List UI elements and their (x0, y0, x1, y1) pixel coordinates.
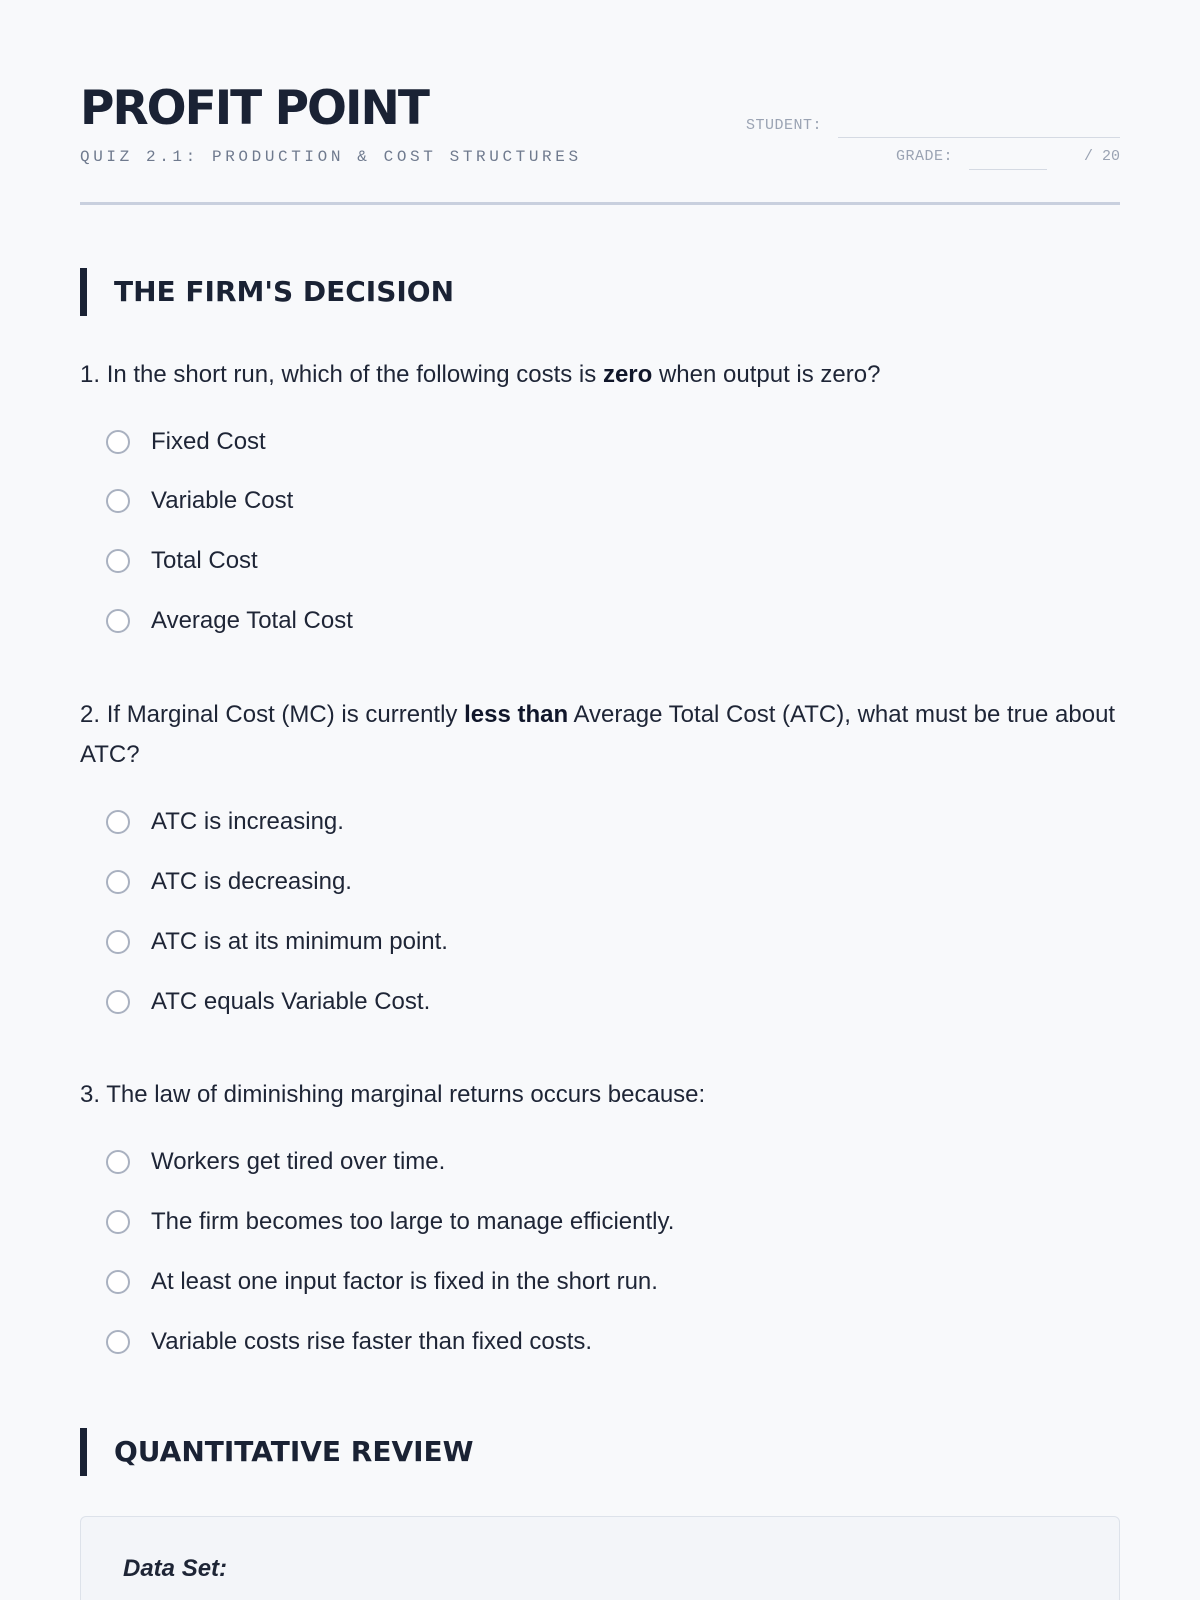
quiz-header (80, 0, 1120, 205)
question-text: The law of diminishing marginal returns occurs because: (106, 1081, 706, 1108)
data-set-label: Data Set: (123, 1555, 228, 1582)
question-emphasis: less than (464, 701, 569, 728)
student-name-field[interactable] (838, 137, 1120, 138)
radio-button-empty-icon[interactable] (106, 609, 130, 633)
student-label: STUDENT: (746, 117, 823, 134)
radio-button-empty-icon[interactable] (106, 870, 130, 894)
grade-total: / 20 (1083, 148, 1120, 165)
option-label: Fixed Cost (151, 428, 266, 455)
option-label: The firm becomes too large to manage efficiently. (151, 1208, 675, 1235)
question-emphasis: zero (602, 361, 653, 388)
q3-option-c[interactable] (106, 1262, 658, 1302)
radio-button-empty-icon[interactable] (106, 549, 130, 573)
question-2 (80, 695, 1120, 775)
question-3 (80, 1075, 1120, 1115)
option-label: Average Total Cost (151, 607, 353, 634)
q3-option-d[interactable] (106, 1322, 592, 1362)
option-label: Total Cost (151, 547, 258, 574)
option-label: ATC is decreasing. (151, 868, 352, 895)
radio-button-empty-icon[interactable] (106, 990, 130, 1014)
radio-button-empty-icon[interactable] (106, 489, 130, 513)
radio-button-empty-icon[interactable] (106, 1150, 130, 1174)
q2-option-d[interactable] (106, 982, 430, 1022)
q3-option-b[interactable] (106, 1202, 674, 1242)
grade-field[interactable] (969, 169, 1047, 170)
q1-option-d[interactable] (106, 601, 353, 641)
question-text: If Marginal Cost (MC) is currently (106, 701, 458, 728)
q3-option-a[interactable] (106, 1142, 445, 1182)
question-text: In the short run, which of the following costs is (106, 361, 597, 388)
section-heading-quantitative-review: QUANTITATIVE REVIEW (80, 1428, 1120, 1476)
question-number: 1. (80, 361, 101, 388)
q2-option-a[interactable] (106, 802, 344, 842)
grade-label: GRADE: (896, 148, 954, 165)
radio-button-empty-icon[interactable] (106, 1330, 130, 1354)
option-label: ATC equals Variable Cost. (151, 988, 431, 1015)
option-label: Variable Cost (151, 487, 294, 514)
q1-option-c[interactable] (106, 541, 258, 581)
question-number: 2. (80, 701, 101, 728)
question-number: 3. (80, 1081, 101, 1108)
q1-option-b[interactable] (106, 481, 293, 521)
q1-option-a[interactable] (106, 422, 266, 462)
option-label: Workers get tired over time. (151, 1148, 446, 1175)
brand-title: PROFIT POINT (80, 81, 428, 136)
data-set-panel (80, 1516, 1120, 1600)
q2-option-b[interactable] (106, 862, 352, 902)
question-text: Average Total Cost (ATC), what must be true about ATC? (80, 701, 1116, 768)
option-label: ATC is increasing. (151, 808, 344, 835)
radio-button-empty-icon[interactable] (106, 810, 130, 834)
question-text: when output is zero? (658, 361, 881, 388)
radio-button-empty-icon[interactable] (106, 930, 130, 954)
radio-button-empty-icon[interactable] (106, 1210, 130, 1234)
radio-button-empty-icon[interactable] (106, 1270, 130, 1294)
option-label: At least one input factor is fixed in the short run. (151, 1268, 658, 1295)
option-label: Variable costs rise faster than fixed costs. (151, 1328, 593, 1355)
option-label: ATC is at its minimum point. (151, 928, 448, 955)
quiz-subtitle: QUIZ 2.1: PRODUCTION & COST STRUCTURES (80, 148, 582, 166)
radio-button-empty-icon[interactable] (106, 430, 130, 454)
q2-option-c[interactable] (106, 922, 448, 962)
section-heading-firms-decision: THE FIRM'S DECISION (80, 268, 1120, 316)
question-1 (80, 355, 1120, 395)
